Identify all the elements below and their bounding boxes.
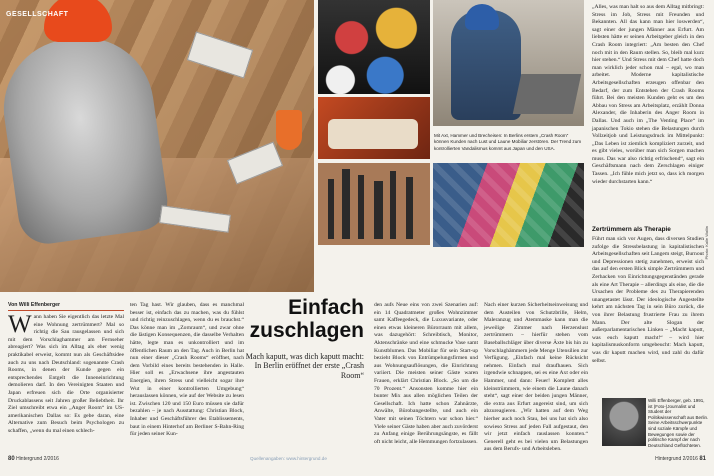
- article-column-5-top: [592, 4, 704, 224]
- photo-blue-helmet: [465, 4, 499, 30]
- photo-debris: [187, 31, 253, 78]
- magazine-issue-right: Hintergrund 2/2016: [655, 456, 698, 462]
- column-4-text: Nach einer kurzen Sicherheitseinweisung und dem Austeilen von Schutzbrille, Helm, Maleranzug und Atemmaske kann man die jeweilige Zimmer nach Herzenslust zertrümmern – hierfür stehen vom Baseballschläger über diverse Äxte bis hin zu Vorschlaghämmern jede Menge Utensilien zur Verfügung. „Einfach mal keine Rücksicht nehmen. Einfach mal draufhauen. Sich irgendwie schnappen, sei es eine Axt oder ein Hammer, und dann: Feuer! Komplett alles kleinstrümmern, wie einem die Laune danach steht“, sagt einer der beiden jungen Männer, die extra aus Erfurt angereist sind, um sich abzureagieren. „Wir hatten auf dem Weg hierher auch noch Stau, bei uns hat sich also sowieso Stress auf jeden Fall aufgestaut, den wir jetzt einfach rauslassen konnten.“ Generell geht es bei vielen um Belastungen aus dem Berufs- und Arbeitsleben.: [484, 302, 588, 453]
- author-bio: Willi Effenberger, geb. 1991, ist (Foto-)Journalist und Student der Politikwissenschaft aus Berlin. Seine Arbeitsschwerpunkte sind soziale Kämpfe und Bewegungen sowie der politische Kampf der nach Deutschland Geflüchteten.: [648, 398, 709, 448]
- column-1-text: ann haben Sie eigentlich das letzte Mal eine Wohnung zertrümmert? Mal so richtig die Sau rausgelassen und sich mit dem Vorschlaghammer am Fernseher abreagiert? Was sich im Alltag als eher wenig praktikabel erweist, kommt nun als Geschäftsidee auch zu uns nach Deutschland: sogenannte Crash Rooms, in denen der Kunde gegen ein entsprechendes Entgelt die Inneneinrichtung demolieren darf. In den Vereinigten Staaten und Japan erfreuen sich die Orte organisierter Druckablassens seit Jahren großer Beliebtheit. Ihr Ziel umschreibt etwa ein „Anger Room“ im US-amerikanischen Dallas so: Es gebe daran, eine Alternative zum Besuch beim Psychologen zu schaffen, „wenn du mal einen schlech-: [8, 314, 124, 434]
- photo-desk: [513, 74, 582, 114]
- magazine-issue-left: Hintergrund 2/2016: [16, 456, 59, 462]
- photo-tool: [358, 175, 364, 239]
- page-number-left: 80: [8, 456, 15, 462]
- photo-man-smashing-desk: [433, 0, 584, 126]
- article-column-1: [8, 311, 124, 454]
- photo-graffiti: [433, 163, 584, 247]
- photo-tool: [406, 177, 413, 239]
- main-photo-crash-room: [0, 0, 314, 292]
- photo-orange-lamp: [276, 110, 302, 150]
- photo-tool: [342, 169, 350, 239]
- column-5-bottom-text: Führt man sich vor Augen, dass diversen Studien zufolge die Stressbelastung in kapitalistischen Arbeitsgesellschaften seit Langem steigt, Burnout und Depressionen stetig zunehmen, erweist sich das auf den ersten Blick simple Zertrümmern und Zerhacken von Einrichtungsgegenständen gerade als eine Art Therapie – allerdings als eine, die die Ursachen der Probleme des zu Therapierenden unangetastet lässt. Der ideologische Angestellte kehrt am nächsten Tag in sein Büro zurück, die von ihrer Belastung frustrierte Frau zu ihrem Mann. Der alte Slogan der außerparlamentarischen Linken – „Macht kaputt, was euch kaputt macht!“ – wird hier kapitalismuskonform umgebeucht: Mach kaputt, was dir kaputt machen wird, und zahl du dafür selbst.: [592, 236, 704, 364]
- photo-broken-dishes: [318, 0, 430, 94]
- headline-line-1: Einfach: [288, 296, 364, 319]
- subsection-heading: Zertrümmern als Therapie: [592, 226, 671, 233]
- photo-graffiti-wall: [433, 163, 584, 247]
- photo-person-protective-suit: [0, 29, 171, 248]
- photo-caption: Mit Axt, Hammer und Brecheisen: In Berlins erstem „Crash Room“ können Kunden nach Lust und Laune Mobiliar zerstören. Der Trend zum kontrollierten Vandalismus kommt aus Japan und den USA.: [434, 133, 582, 151]
- headline-line-2: zuschlagen: [249, 319, 364, 342]
- drop-cap: W: [8, 311, 32, 338]
- column-5-top-text: „Alles, was man halt so aus dem Alltag mitbringt: Stress im Job, Stress mit Freunden und Bekannten. All das kann man hier loswerden“, sagt einer der jungen Männer aus Erfurt. Am liebsten hätte er seinen Arbeitgeber gleich in den Crash Room integriert: „Am besten den Chef noch mit in den Raum stellen. So, bleib mal kurz hier stehen.“ Und Stress mit dem Chef hatte doch man wirklich jeder schon mal – egal, wo man arbeitet. Moderne kapitalistische Arbeitsgesellschaften erzeugen offenbar den Bedarf, der zum Entstehen der Crash Rooms führt. Bei den meisten Kunden geht es um den Abbau von Stress am Arbeitsplatz, erzählt Donna Alexander, die Inhaberin des Anger Room in Dallas. Und auch im „The Venting Place“ im japanischen Tokio stehen die Belastungen durch Vollzeitjob und Leistungsdruck im Mittelpunkt: „Das Leben ist ziemlich kompliziert zurzeit, und es gibt vieles, worüber man sich Sorgen machen muss. Das war also richtig erfrischend“, sagt ein Geschäftsmann nach dem Zerschlagen einiger Tassen. „Ich fühle mich jetzt so, dass ich morgen wieder durchstarten kann.“: [592, 4, 704, 185]
- photo-couch: [328, 119, 418, 149]
- article-column-5-bottom: [592, 236, 704, 396]
- article-column-4: [484, 302, 588, 452]
- page-number-right: 81: [699, 456, 706, 462]
- subheadline: Mach kaputt, was dich kaputt macht: In Berlin eröffnet der erste „Crash Room“: [245, 352, 364, 380]
- author-portrait: [602, 398, 646, 446]
- footer-right: [655, 456, 706, 462]
- headline: [244, 296, 364, 342]
- footer-left: [8, 456, 59, 462]
- photo-tools-on-wall: [318, 163, 430, 245]
- photo-credit: Photo: Kalle Wallin: [704, 226, 709, 260]
- photo-red-room: [318, 97, 430, 159]
- photo-tool: [328, 179, 334, 239]
- article-column-3: [374, 302, 478, 452]
- column-3-text: den aufs Neue eins von zwei Szenarien auf: ein 14 Quadratmeter großes Wohnzimmer samt Kaffeegedeck, die Luxusvariante, oder einen etwas kleineren Bürorraum mit allem, was dazugehört: Schreibtisch, Monitor, Aktenschränke und eine schmucke Vase samt Kunstblumen. Das Mobiliar für sein Start-up bezieht Block von Entrümpelungsfirmen und aus Wohnungsauflösungen, die Einrichtung variiert. Die meisten seiner Gäste waren Frauen, erklärt Christian Block. „So um die 70 Prozent.“ Ansonsten komme hier ein bunter Mix aus allen möglichen Teilen der Gesellschaft. Ich hatte schon Zahnärzte, Anwälte, Bürobangestellte, und auch ein Vater mit seinen Töchtern war schon hier.“ Viele seiner Gäste haben aber auch zuvörderst zu Anfang einige Berührungsängste, es fällt oft nicht leicht, alle Hemmungen fortzulassen.: [374, 302, 478, 445]
- photo-tool: [374, 181, 383, 239]
- article-column-2: [130, 302, 244, 452]
- byline: Von Willi Effenberger: [8, 302, 61, 308]
- section-label: GESELLSCHAFT: [6, 11, 69, 18]
- footer-sources: Quellenangaben: www.hintergrund.de: [250, 456, 327, 461]
- photo-tool: [390, 171, 396, 239]
- column-2-text: ten Tag hast. Wir glauben, dass es manchmal besser ist, einfach das zu machen, was du fühlst und richtig reinzuschlagen, wenn du es brauchst.“ Das könne man im „Zornraum“, und zwar ohne die lästigen Konsequenzen, die dasselbe Verhalten hätte, legte man es unkontrolliert und im öffentlichen Raum an den Tag. Auch in Berlin hat nun einer dieser „Crash Rooms“ eröffnet, nach dem Vorbild eines bereits bestehenden in Halle. Hier soll es „Erwachsene ihre angestauten Energien, ihren Stress und vielleicht sogar ihre Wut in einer kontrollierten Umgebung“ herauslassen können, wie auf der Website zu lesen ist. Zwischen 120 und 150 Euro müssen sie dafür bezahlen – je nach Ausstattung: Christian Block, Inhaber und Geschäftsführer des Etablissements, baut in einem Hinterhof am Berliner S-Bahn-Ring für jeden seiner Kun-: [130, 302, 244, 438]
- photo-orange-helmet: [44, 0, 112, 42]
